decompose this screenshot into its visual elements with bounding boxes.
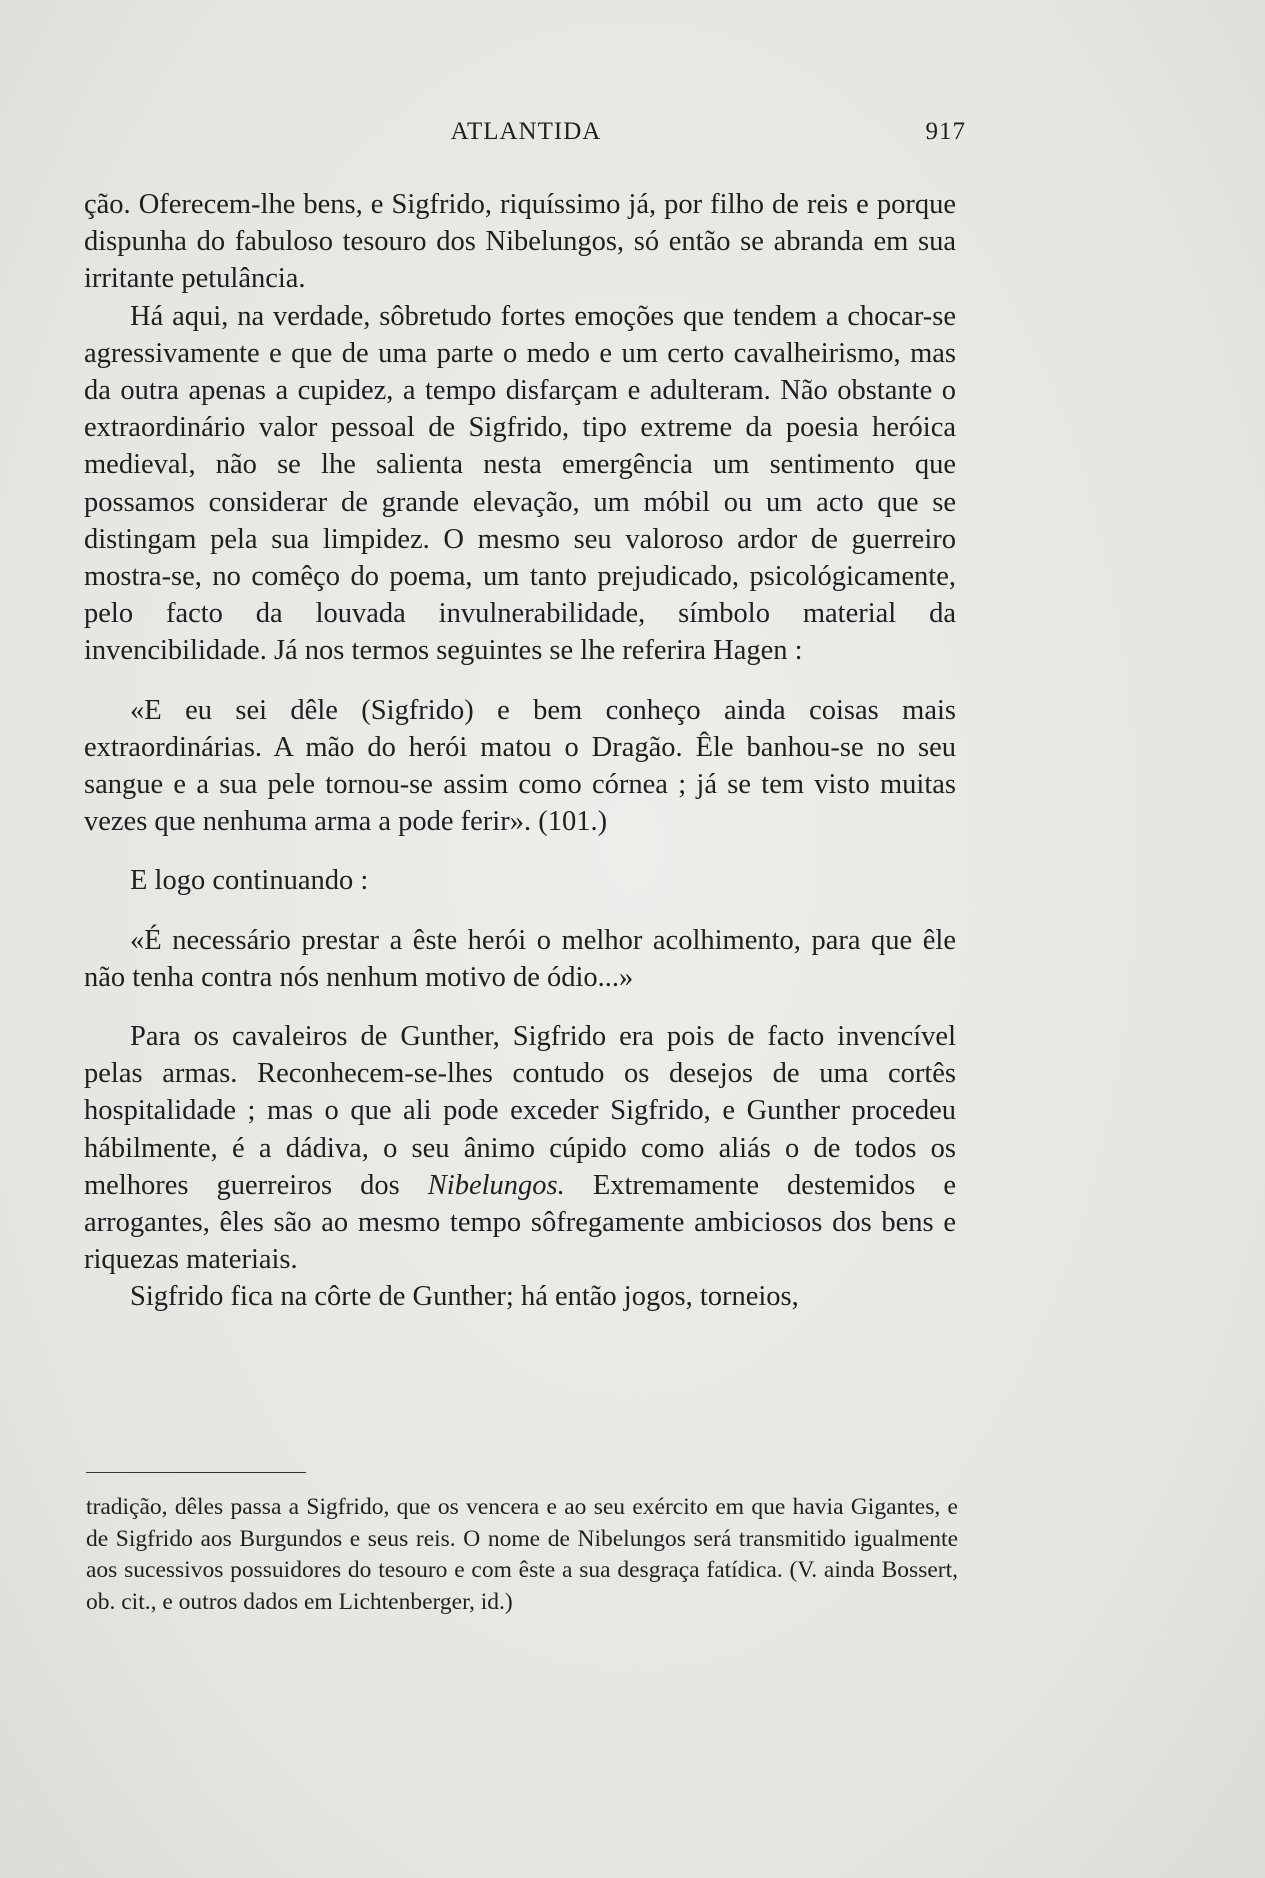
quote-hagen-2: «É necessário prestar a êste herói o melhor acolhimento, para que êle não tenha contra nós nenhum motivo de ódio...» [84, 924, 956, 993]
running-title: ATLANTIDA [450, 118, 602, 145]
paragraph-continuation: ção. Oferecem-lhe bens, e Sigfrido, riquíssimo já, por filho de reis e porque dispunha do fabuloso tesouro dos Nibelungos, só então se abranda em sua irritante petulância. [84, 189, 956, 295]
paragraph-gunther-a: Para os cavaleiros de Gunther, Sigfrido era pois de facto invencível pelas armas. Reconhecem-se-lhes contudo os desejos de uma cortês hospitalidade ; mas o que ali pode exceder Sigfrido, e Gunther procedeu hábilmente, é a dádiva, o seu ânimo cúpido como aliás o de todos os melhores guerreiros dos [84, 1021, 956, 1201]
footnotes [86, 1492, 958, 1618]
paragraph-continuing: E logo continuando : [130, 865, 369, 897]
paragraph-emotions: Há aqui, na verdade, sôbretudo fortes emoções que tendem a chocar-se agressivamente e que de uma parte o medo e um certo cavalheirismo, mas da outra apenas a cupidez, a tempo disfarçam e adulteram. Não obstante o extraordinário valor pessoal de Sigfrido, tipo extreme da poesia heróica medieval, não se lhe salienta nesta emergência um sentimento que possamos considerar de grande elevação, um móbil ou um acto que se distingam pela sua limpidez. O mesmo seu valoroso ardor de guerreiro mostra-se, no comêço do poema, um tanto prejudicado, psicológicamente, pelo facto da louvada invulnerabilidade, símbolo material da invencibilidade. Já nos termos seguintes se lhe referira Hagen : [84, 300, 956, 667]
paragraph-gunther-italic: Nibelungos. [427, 1169, 565, 1201]
quote-hagen-1: «E eu sei dêle (Sigfrido) e bem conheço ainda coisas mais extraordinárias. A mão do herói matou o Dragão. Êle banhou-se no seu sangue e a sua pele tornou-se assim como córnea ; já se tem visto muitas vezes que nenhuma arma a pode ferir». (101.) [84, 694, 956, 838]
paragraph-court: Sigfrido fica na côrte de Gunther; há então jogos, torneios, [130, 1281, 799, 1313]
running-header [86, 118, 966, 158]
paragraph-gunther-b: Extremamente destemidos e arrogantes, êles são ao mesmo tempo sôfregamente ambiciosos dos bens e riquezas materiais. [84, 1169, 956, 1276]
body-text [84, 186, 956, 1316]
footnote-text: tradição, dêles passa a Sigfrido, que os vencera e ao seu exército em que havia Gigantes, e de Sigfrido aos Burgundos e seus reis. O nome de Nibelungos será transmitido igualmente aos sucessivos possuidores do tesouro e com êste a sua desgraça fatídica. (V. ainda Bossert, ob. cit., e outros dados em Lichtenberger, id.) [86, 1494, 958, 1615]
footnote-rule [86, 1472, 306, 1473]
paragraph-gunther [84, 1018, 956, 1278]
page-number: 917 [925, 118, 966, 145]
